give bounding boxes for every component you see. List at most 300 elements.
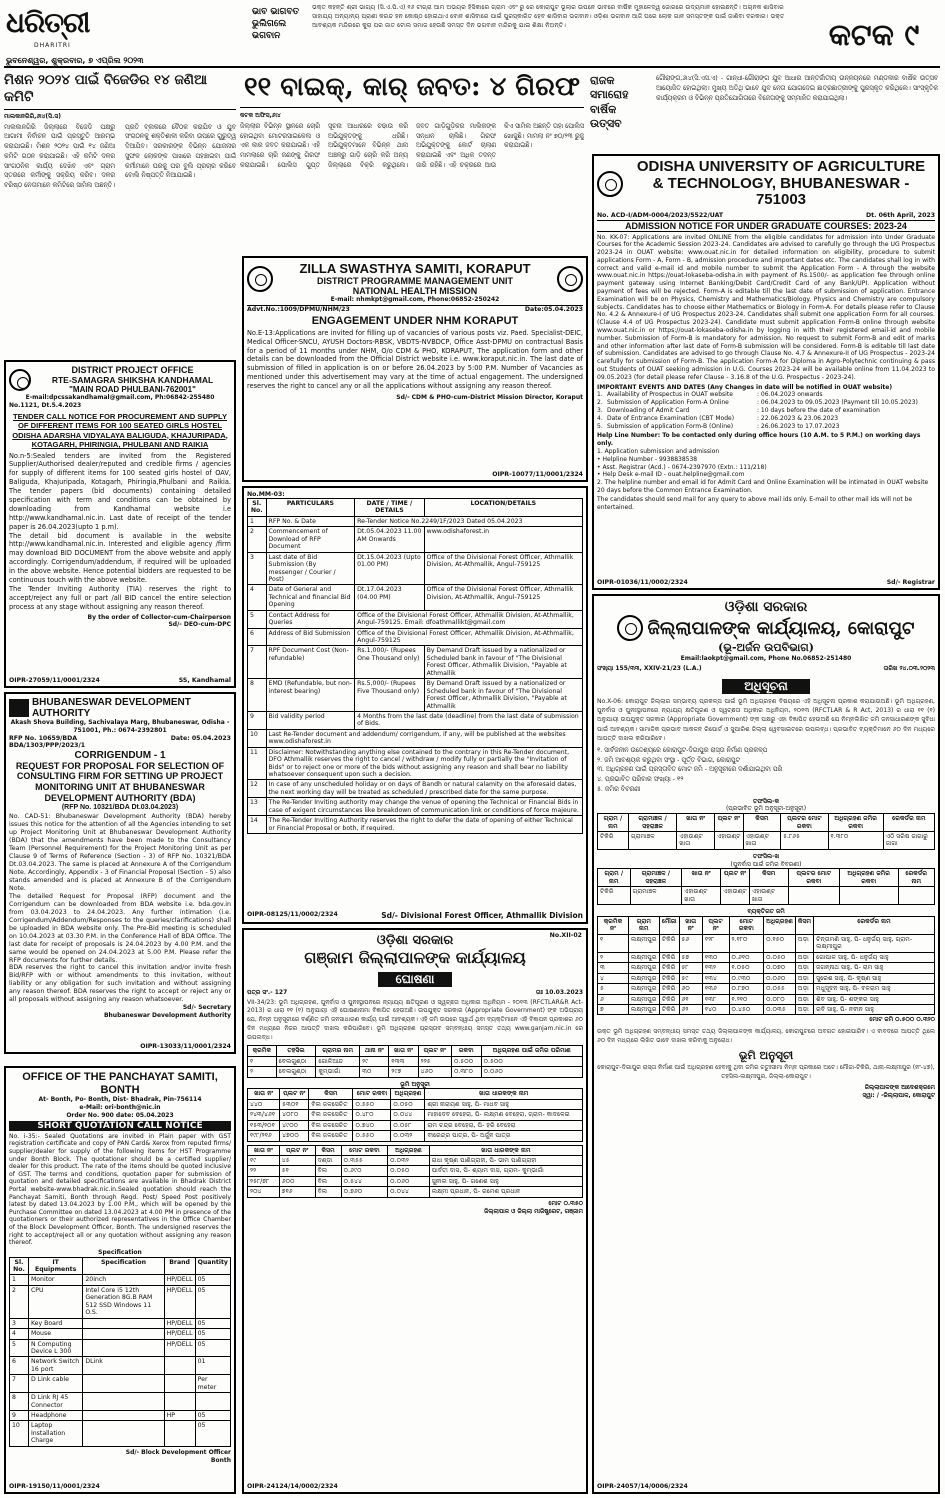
koraput-table1-title: ତଫସିଲ-କ — [752, 797, 780, 805]
koraput-private-row — [598, 952, 935, 962]
koraput-b-header-cell: ଗ୍ରାମାଞ୍ଚଳ / ସହରାଞ୍ଚଳ — [630, 869, 681, 887]
ganjam-schedule1-cell: ୪୯୦୦ — [280, 1120, 309, 1130]
koraput-b-cell: ଗ୍ରାମାଞ୍ଚଳ — [630, 887, 681, 905]
ganjam-schedule1-cell: ୦.୫୫୦ — [353, 1099, 391, 1109]
dfo-header-cell: Sl. No. — [248, 499, 267, 517]
ganjam-total — [247, 1200, 583, 1208]
ganjam-schedule1-header-cell: ଖାତା ନଂ — [248, 1089, 280, 1099]
ganjam-schedule2-cell: ୧୯ — [248, 1155, 280, 1165]
ganjam-schedule2-row — [248, 1166, 583, 1176]
koraput-b-cell — [898, 887, 934, 905]
ganjam-schedule1-cell: ୧୯୮/୨୧୬ — [248, 1131, 280, 1141]
dfo-cell: 11 — [248, 747, 267, 780]
zss-email: E-mail: nhmkpt@gmail.com, Phone:06852-250242 — [330, 296, 500, 303]
ganjam-schedule1-cell: ବିଲ ଜଳସେଚିତ — [309, 1110, 353, 1120]
koraput-a-header-cell: କିସମ — [743, 814, 781, 832]
koraput-private-cell: ୦.୬୧୦ — [729, 952, 764, 962]
zss-title2: DISTRICT PROGRAMME MANAGEMENT UNIT — [317, 276, 513, 286]
bonth-spec-cell: HP/DELL — [164, 1285, 195, 1318]
bonth-spec-cell: 20inch — [83, 1275, 164, 1285]
govt-emblem-icon — [247, 266, 273, 292]
ganjam-total-value: ୦.୩୫୦ — [563, 1199, 583, 1207]
ganjam-schedule1-cell: ୦.୦୪୪ — [391, 1110, 425, 1120]
koraput-b-cell: ଏହାଉଣ୍ଟ ଖାତା — [682, 887, 721, 905]
dfo-cell: 1 — [248, 516, 267, 526]
koraput-private-cell: ଲକ୍ଷ୍ମୀପୁର — [628, 963, 659, 973]
koraput-a-header-cell: ପ୍ଲଟ ନଂ — [715, 814, 744, 832]
bonth-code: OIPR-19150/11/0001/2324 — [9, 1483, 100, 1490]
ouat-footer-note: The candidates should send mail for any query to above mail ids only. E-mail to other mail ids will not be entertained. — [597, 495, 913, 511]
bonth-spec-cell — [164, 1393, 195, 1411]
koraput-private-cell: ୫ — [598, 984, 629, 994]
koraput-private-cell: ଟିକିରି — [659, 994, 679, 1004]
ganjam-schedule1-cell: ୦.୦୫୮ — [391, 1120, 425, 1130]
koraput-private-cell: ଲକ୍ଷ୍ମୀପୁର — [628, 994, 659, 1004]
bonth-spec-cell: 8 — [10, 1393, 29, 1411]
koraput-a-cell: ଏହାଉଣ୍ଟ ଖାତା — [743, 832, 781, 850]
ouat-ref-no: No. ACD-I/ADM-0004/2023/5522/UAT — [597, 211, 724, 219]
story-body: ମାଲକାନଗିରି ଜିଲ୍ଲାରେ ବିଜେଡି ପକ୍ଷରୁ ଆଗାମୀ ନିର୍ବାଚନ ପାଇଁ ପ୍ରସ୍ତୁତି ଆରମ୍ଭ କରାଯାଇଛି। ମିଶନ ୨୦୨୪ ପାଇଁ ୧୪ ଜଣିଆ କମିଟି ଗଠନ କରାଯାଇଛି। ଏହି କମିଟି ଦଳର ସାଂଗଠନିକ କାର୍ଯ୍ୟ ଦେଖିବ ଏବଂ ଗ୍ରାମ ସ୍ତରରେ କର୍ମୀଙ୍କୁ ସକ୍ରିୟ କରିବ। ଦଳର ବରିଷ୍ଠ ନେତାମାନେ କମିଟିରେ ସାମିଲ ଅଛନ୍ତି। ପ୍ରତି ବ୍ଲକରେ ବୈଠକ କରାଯିବ ଓ ଯୁବ ସଂଗଠନକୁ ଶକ୍ତିଶାଳୀ କରିବା ଉପରେ ଗୁରୁତ୍ୱ ଦିଆଯିବ। ସରକାରଙ୍କ ବିଭିନ୍ନ ଯୋଜନାର ସୁଫଳ ଲୋକଙ୍କ ପାଖରେ ପହଞ୍ଚାଇବା ପାଇଁ କର୍ମୀମାନେ ଘରକୁ ଘର ବୁଲି ପ୍ରଚାର କରିବେ ବୋଲି ନିଷ୍ପତ୍ତି ନିଆଯାଇଛି। — [4, 123, 236, 190]
ganjam-summary-cell: ୨୯ — [360, 1056, 389, 1066]
ouat-helpline-list — [597, 448, 935, 495]
dfo-cell: Office of the Divisional Forest Officer, Athmallik Division, At-Athmallik, Angul-759125 — [424, 585, 582, 610]
koraput-private-cell: ୧୩୬ — [702, 984, 729, 994]
ganjam-schedule1-cell: ୪୦୮୦ — [280, 1110, 309, 1120]
koraput-private-header-cell: ରେକର୍ଡର ନାମ — [814, 917, 935, 935]
ganjam-schedule1-row — [248, 1120, 583, 1130]
koraput-private-row — [598, 994, 935, 1004]
dfo-cell: 13 — [248, 798, 267, 816]
bonth-spec-cell — [164, 1421, 195, 1446]
koraput-private-cell: ଅଡ଼ା — [795, 973, 813, 983]
ouat-emblem-icon — [597, 171, 623, 197]
ganjam-summary-header-cell: ତହସିଲ — [276, 1046, 316, 1056]
bonth-address: At- Bonth, Po- Bonth, Dist- Bhadrak, Pin-756114 — [38, 1096, 202, 1104]
bonth-quotation-notice — [4, 1066, 236, 1494]
koraput-a-header-cell: ପ୍ଲଟର ମୋଟ ରକବା — [781, 814, 828, 832]
newspaper-logo: ଧରିତ୍ରୀ — [6, 6, 90, 39]
story-body: ଜିଲ୍ଲାର ବିଭିନ୍ନ ସ୍ଥାନରେ ଚୋରି ହୋଇଥିବା ମୋଟରସାଇକେଲ ଓ ଏକ କାର ଜବତ କରାଯାଇଛି। ଏହି ମାମଲାରେ ଚାରି ଜଣଙ୍କୁ ଗିରଫ କରାଯାଇଛି। ପୋଲିସ ଗୁପ୍ତ ସୂଚନା ଆଧାରରେ ଚଢାଉ କରି ଅଭିଯୁକ୍ତଙ୍କୁ ଧରିଛି। ଅଭିଯୁକ୍ତମାନେ ବିଭିନ୍ନ ଥାନା ଅଞ୍ଚଳରୁ ଗାଡ଼ି ଚୋରି କରି ଅନ୍ୟ ଜିଲ୍ଲାରେ ବିକ୍ରି କରୁଥିଲେ। ଜବତ ଗାଡ଼ିଗୁଡ଼ିକର ମାଲିକଙ୍କ ସନ୍ଧାନ ଚାଲିଛି। ଗିରଫ ଅଭିଯୁକ୍ତଙ୍କୁ କୋର୍ଟ ଚାଲାଣ କରାଯାଇଛି ଏବଂ ଅଧିକ ତଦନ୍ତ ଜାରି ରହିଛି। ଏହି ଚକ୍ରରେ ଆଉ କିଏ ସାମିଲ ଅଛନ୍ତି ତାହା ପୋଲିସ ଖୋଜୁଛି। ମାମଲା ନଂ ୭୦/୨୩ ରୁଜୁ କରାଯାଇଛି। — [240, 122, 584, 169]
ganjam-schedule1-cell: ୫୩୦୧ — [280, 1099, 309, 1109]
bonth-spec-cell: 7 — [10, 1375, 29, 1393]
ganjam-signature: ଜିଲ୍ଲାପାଳ ଓ ଜିଲ୍ଲା ମାଜିଷ୍ଟ୍ରେଟ, ଗଞ୍ଜାମ — [484, 1207, 583, 1215]
ganjam-schedule1-cell: ୧୫୩/୨୦୧ — [248, 1120, 280, 1130]
bonth-spec-header-cell: Sl. No. — [10, 1257, 29, 1275]
koraput-private-header-cell: ଅଧିଗ୍ରହଣ — [764, 917, 796, 935]
bda-corrigendum — [4, 692, 236, 1054]
bonth-spec-cell — [83, 1339, 164, 1357]
ganjam-schedule2-row — [248, 1176, 583, 1186]
bonth-spec-cell — [195, 1393, 230, 1411]
koraput-point: ୪. ପ୍ରଭାବିତ ପରିବାର ସଂଖ୍ୟା - ୧୨ — [597, 776, 684, 784]
koraput-office: ଜିଲ୍ଲାପାଳଙ୍କ କାର୍ଯ୍ୟାଳୟ, କୋରାପୁଟ — [647, 617, 915, 639]
koraput-private-cell: ୬ — [598, 994, 629, 1004]
ganjam-summary-cell: ୨୯୭ — [389, 1067, 418, 1077]
ganjam-schedule1-cell: ୪୭୦୦ — [280, 1131, 309, 1141]
koraput-private-cell: ଟିକିରି — [659, 984, 679, 994]
ganjam-summary-header-cell: ଖାତା ନଂ — [389, 1046, 418, 1056]
koraput-private-cell: ଟିକିରି — [659, 934, 679, 952]
bonth-spec-cell: Network Switch 16 port — [28, 1357, 82, 1375]
koraput-private-row — [598, 984, 935, 994]
bonth-spec-row — [10, 1375, 231, 1393]
story-headline: ମିଶନ ୨୦୨୪ ପାଇଁ ବିଜେଡିର ୧୪ ଜଣିଆ କମିଟି — [4, 72, 236, 110]
bonth-spec-cell — [83, 1393, 164, 1411]
ouat-event-row — [597, 423, 935, 431]
dfo-cell: By Demand Draft issued by a nationalized or Scheduled bank in favour of "The Divisional Forest Officer, Athmallik Division, "Payable at Athmallik — [424, 679, 582, 712]
koraput-private-cell: ୨.୧୮୦ — [729, 934, 764, 952]
dfo-row — [248, 816, 583, 834]
bda-title: BHUBANESWAR DEVELOPMENT AUTHORITY — [31, 697, 191, 719]
ganjam-schedule2-header-row — [248, 1145, 583, 1155]
koraput-b-header-cell: କିସମ — [749, 869, 788, 887]
koraput-b-cell: ଟିକିରି — [598, 887, 631, 905]
koraput-private-cell: ୩ — [598, 963, 629, 973]
dfo-cell: By Demand Draft issued by a nationalized or Scheduled bank in favour of "The Divisional Forest Officer, Athmallik Division, "Payable at Athmallik — [424, 646, 582, 679]
koraput-private-cell: ଅଡ଼ା — [795, 994, 813, 1004]
ganjam-total-label: ମୋଟ — [548, 1199, 562, 1207]
dfo-cell: Address of Bid Submission — [266, 628, 355, 646]
koraput-private-cell: ୦.୦୫୦ — [764, 952, 796, 962]
dfo-header-cell: LOCATION/DETAILS — [424, 499, 582, 517]
dfo-cell: Dt.17.04.2023 (04.00 PM) — [355, 585, 425, 610]
ganjam-summary-header-row — [248, 1046, 583, 1056]
koraput-sign2: ସ୍ୱା: / -ଜିଲ୍ଲାପାଳ, କୋରାପୁଟ — [862, 1092, 935, 1100]
ganjam-schedule2-cell: ରାଧା କୃଷ୍ଣ ପାଣିଗ୍ରାହୀ, ପି- ଭୀମ ପାଣିଗ୍ରାହୀ — [429, 1155, 582, 1165]
koraput-private-cell: ୦.୦୫୫ — [764, 984, 796, 994]
ganjam-body: VII-34/23: ଭୂମି ଅଧିଗ୍ରହଣ, ପୁନର୍ବାସ ଓ ପୁନଃସ୍ଥାପନରେ ନ୍ୟାଯ୍ୟ କ୍ଷତିପୂରଣ ଓ ସ୍ୱଚ୍ଛତା ଅଧିକାର ଅଧିନିୟମ - ୨୦୧୩ (RFCTLAR&R Act-2013) ର ଧାରା ୧୧ (୧) ଅନୁଯାୟୀ ଏହି ଘୋଷଣାନାମା ବିଜ୍ଞାପିତ ହେଉଅଛି। ଉପଯୁକ୍ତ ସରକାର (Appropriate Government) ଙ୍କ ଅଭିପ୍ରାୟ ଯେ, ନିମ୍ନ ଅନୁସୂଚୀରେ ବର୍ଣ୍ଣିତ ଜମି ଜନସାଧାରଣ କାର୍ଯ୍ୟ ପାଇଁ ଆବଶ୍ୟକ। ଏହି ଜମି ଉପରେ ସ୍ୱାର୍ଥ ଥିବା ବ୍ୟକ୍ତିମାନେ ଏହି ବିଜ୍ଞାପନ ପ୍ରକାଶର ୬୦ ଦିନ ମଧ୍ୟରେ ନିଜର ଆପତ୍ତି ଦାଖଲ କରିପାରିବେ। ଭୂମି ଅଧିଗ୍ରହଣ ପ୍ରସ୍ତାବ ସମ୍ବନ୍ଧୀୟ ସମସ୍ତ ତଥ୍ୟ www.ganjam.nic.in ରେ ଉପଲବ୍ଧ। — [247, 998, 583, 1041]
story-body: ଗୌରାଙ୍ଗ,୬ା୪(ସି.ଏସ.ଏ) - ଗାନ୍ଧୀ-ଗୌରାଙ୍ଗ ଯୁବ ଆଧାର ଆନ୍ତର୍ଜାତୀୟ ଉନ୍ନୟନରେ ମଣ୍ଡଳୀର ବାର୍ଷିକ ଉତ୍ସବ ଆୟୋଜିତ ହୋଇଥିଲା। ମୁଖ୍ୟ ଅତିଥି ଭାବେ ଯୁବ ନେତା ଯୋଗଦେଇ ଛାତ୍ରଛାତ୍ରୀଙ୍କୁ ପୁରସ୍କୃତ କରିଥିଲେ। ସାଂସ୍କୃତିକ କାର୍ଯ୍ୟକ୍ରମ ଓ ବିଭିନ୍ନ ପ୍ରତିଯୋଗିତାରେ ବିଜେତାଙ୍କୁ ସମ୍ମାନିତ କରାଯାଇଥିଲା। — [656, 75, 938, 102]
bda-ref: BDA/1303/PPP/2023/1 — [9, 741, 86, 749]
quote-text: ଭକ୍ତ କହନ୍ତି ଶ୍ରୀ ଭାଗ୍ୟ (ସି.ଏ.ପି.ଏ) ୧୬ ଟୀଗ୍ରା ଆମ ଅଭୟର ହିସିକାରେ ଗ୍ରାମ ଏବଂ ରୁ ରେ କୋରାପୁଟ ଭୂଲାର ଉପନେ ଭାବରେ ବାର୍ଷିକ ମୁହାଳେଦ୍ୱ ଜୋରରେ ଉଦ୍ୟମାନ ହୋଇଛନ୍ତି। ଅଚାନକ ଶାସିବାର ସାହାଯ୍ୟ ଅନ୍ୟାନ୍ୟ ପ୍ରାଣୀ କରନ୍ଦ ହନ କୋଷ୍ଠ ହୋଇଥାଏ ବୋନ ଶାସିବାରେ ପାଇଁ ପୁରସ୍କାରିତ ହେବ ଶାସିବାର ଭଗବାନ। ଓଡ଼ିଶା ଭଗବାନ ଆଜି ଘରେ ଲୋକ ଗାନ ସମସ୍ତଙ୍କ ପାଇଁ ଜାଣିବା ଦରକାର। ଭକ୍ତ ଆବଶ୍ୟକ ମନ୍ଦିରରେ କୁରା ପର ଜାତ ଟୋଲ ସମାଜ ହେଉଛି ସମସ୍ତ ଦିନ ଭଗବାନ ମନ୍ଦିରକୁ ଯାଇ ଶିକ୍ଷା ନିଅନ୍ତି। — [312, 4, 785, 29]
ganjam-schedule2-cell: ୦.୬୯୦ — [341, 1166, 387, 1176]
ganjam-schedule1-header-cell: ମୋଟ ରକବା — [353, 1089, 391, 1099]
bonth-spec-cell: 05 — [195, 1339, 230, 1357]
koraput-a-cell: ଗ୍ରାମାଞ୍ଚଳ — [628, 832, 676, 850]
koraput-private-cell: ଶିବ ସାହୁ, ପି- ଶଙ୍କର ସାହୁ — [814, 994, 935, 1004]
bonth-spec-cell: 1 — [10, 1275, 29, 1285]
zss-heading: ENGAGEMENT UNDER NHM KORAPUT — [311, 314, 519, 327]
dpo-title1: DISTRICT PROJECT OFFICE — [71, 365, 194, 375]
koraput-table1-sub: (ପ୍ରଭାବିତ ଭୂମି ଅନୁସୂଚୀ-ଅନୁସୂଚୀ) — [725, 805, 807, 813]
koraput-private-cell: ୫୭ — [679, 952, 702, 962]
ganjam-schedule2-header-cell: କିସମ — [315, 1145, 341, 1155]
ganjam-schedule1-cell: ବିଲ ଜଳସେଚିତ — [309, 1131, 353, 1141]
bonth-spec-cell: HP/DELL — [164, 1329, 195, 1339]
koraput-private-cell: ଟିକିରି — [659, 973, 679, 983]
dfo-cell: 10 — [248, 729, 267, 747]
ganjam-date: ତାଃ 10.03.2023 — [535, 989, 583, 996]
dfo-row — [248, 679, 583, 712]
koraput-private-row — [598, 963, 935, 973]
bonth-spec-cell: 5 — [10, 1339, 29, 1357]
dfo-cell: 7 — [248, 646, 267, 679]
ouat-event-row — [597, 415, 935, 423]
ganjam-schedule2-cell: ସୁନୀଲ ସାହୁ, ପି- ଗଣେଶ ସାହୁ — [429, 1176, 582, 1186]
ganjam-govt: ଓଡ଼ିଶା ସରକାର — [376, 933, 454, 948]
koraput-private-cell: ୦.୧୫୦ — [764, 934, 796, 952]
koraput-private-cell: ଅଡ଼ା — [795, 984, 813, 994]
bda-sign2: Bhubaneswar Development Authority — [103, 1012, 231, 1020]
ouat-code: OIPR-01036/11/0002/2324 — [597, 579, 688, 586]
ganjam-schedule1-cell: ବିଲ ଜଳସେଚିତ — [309, 1120, 353, 1130]
dfo-cell: 14 — [248, 816, 267, 834]
koraput-body: No.X-06: କୋରାପୁଟ ଜିଲ୍ଲାର ସମ୍ଭାବ୍ୟ ପ୍ରକଳ୍ପ ପାଇଁ ଭୂମି ଅଧିଗ୍ରହଣ ବିଷୟରେ ଏହି ଅଧିସୂଚନା ପ୍ରକାଶ କରାଯାଉଅଛି। ଭୂମି ଅଧିଗ୍ରହଣ, ପୁନର୍ବାସ ଓ ପୁନଃସ୍ଥାପନରେ ନ୍ୟାଯ୍ୟ କ୍ଷତିପୂରଣ ଓ ସ୍ୱଚ୍ଛତା ଅଧିକାର ଅଧିନିୟମ, ୨୦୧୩ (RFCTLAR & R Act, 2013) ର ଧାରା ୧୧ (୧) ଅନୁଯାୟୀ ଉପଯୁକ୍ତ ସରକାର (Appropriate Government) ଙ୍କ ପକ୍ଷରୁ ଏହା ବିଜ୍ଞାପିତ ହେଉଅଛି ଯେ ନିମ୍ନଲିଖିତ ଜମି ଜନସାଧାରଣଙ୍କ ସୁବିଧା ପାଇଁ ଆବଶ୍ୟକ। ସାମାଜିକ ପ୍ରଭାବ ଆକଳନ ରିପୋର୍ଟ ଓ ସୁପାରିଶ ଜିଲ୍ଲା ୱେବସାଇଟରେ ଉପଲବ୍ଧ। ପ୍ରଭାବିତ ବ୍ୟକ୍ତିମାନେ ୬୦ ଦିନ ମଧ୍ୟରେ ଆପତ୍ତି ଦାଖଲ କରିପାରିବେ। — [597, 697, 935, 743]
ouat-event-row — [597, 391, 935, 399]
koraput-private-cell: ଗୋପାଳ ସାହୁ, ପି- ଧନୁର୍ଜୟ ସାହୁ — [814, 952, 935, 962]
dfo-cell: www.odishaforest.in — [424, 527, 582, 552]
koraput-private-header-cell: କିସମ — [795, 917, 813, 935]
koraput-a-header-cell: ରେକର୍ଡର ନାମ — [883, 814, 934, 832]
ganjam-schedule1-row — [248, 1110, 583, 1120]
koraput-private-header-cell: କ୍ରମିକ ନଂ — [598, 917, 629, 935]
dpo-body: No.n-5:Sealed tenders are invited from the Registered Supplier/Authorised dealer/reputed and credible firms / agencies for supply of different items for 100 seated girls hostel of OAV, Baliguda, Khajuripada, Kotagarh, Phiringia,Phulbani and Raikia. The tender papers (bid documents) containing detailed specification with term and conditions can be obtained by downloading from Kandhamal website i.e http://www.kandhamal.nic.in. Last date of receipt of the tender paper is 26.04.2023(upto 1 p.m). The detail bid document is available in the website http://www.kandhamal.nic.in. Interested and eligible agency /firm may download BID DOCUMENT from the above website and apply accordingly. Corrigendum/addendum, if required will be uploaded in the above website. Hence potential bidders are requested to be continuous touch with the above website. The Tender Inviting Authority (TIA) reserves the right to accept/reject any full or part /all BID cancel the entire selection process at any stage without assigning any reason thereof. — [9, 451, 231, 611]
ganjam-summary-cell: ୦.୫୦୦ — [481, 1056, 582, 1066]
koraput-private-cell: ଲକ୍ଷ୍ମୀପୁର — [628, 984, 659, 994]
ouat-signature: Sd/- Registrar — [886, 579, 935, 586]
bonth-spec-row — [10, 1329, 231, 1339]
bonth-spec-cell: Laptop Installation Charge — [28, 1421, 82, 1446]
koraput-private-cell: ୫୯ — [679, 973, 702, 983]
ganjam-summary-cell: ୨୨୫ — [418, 1056, 451, 1066]
ouat-event-no: 3. — [597, 407, 603, 415]
koraput-code: OIPR-24057/14/0006/2324 — [597, 1483, 688, 1490]
dfo-cell: Rs.1,000/- (Rupees One Thousand only) — [355, 646, 425, 679]
ganjam-schedule1-cell: ବୀରେନ୍ଦ୍ର ପାତ୍ର, ପି- ଅର୍ଜୁନ ପାତ୍ର — [425, 1131, 583, 1141]
bonth-spec-cell: 05 — [195, 1411, 230, 1421]
zss-koraput-engagement — [242, 256, 588, 482]
koraput-b-header-cell: ଖାତା ନଂ — [682, 869, 721, 887]
ganjam-schedule1-cell: ୪୪୦ — [248, 1099, 280, 1109]
ouat-event-no: 4. — [597, 414, 603, 422]
koraput-private-cell: ଅଡ଼ା — [795, 963, 813, 973]
bonth-spec-title: Specification — [98, 1248, 142, 1256]
koraput-land-notification — [592, 594, 940, 1494]
ganjam-summary-header-cell: ପ୍ଲଟ ନଂ — [418, 1046, 451, 1056]
ganjam-schedule2-row — [248, 1187, 583, 1197]
koraput-a-header-row — [598, 814, 935, 832]
bonth-spec-cell: Monitor — [28, 1275, 82, 1285]
ganjam-schedule1-cell: ରାମ ଚନ୍ଦ୍ର ବେହେରା, ପି- ହରି ବେହେରା — [425, 1120, 583, 1130]
story-anniversary — [590, 72, 940, 152]
koraput-sub: (ଭୂ-ଅର୍ଜନ ଉପବିଭାଗ) — [718, 641, 814, 654]
koraput-private-cell: ୬୦ — [679, 984, 702, 994]
zss-signature: Sd/- CDM & PHO-cum-District Mission Director, Koraput — [396, 394, 583, 402]
koraput-a-cell: ୫.୮୬୫ — [781, 832, 828, 850]
koraput-private-header-cell: ପ୍ଲଟ ନଂ — [702, 917, 729, 935]
bonth-spec-cell: Headphone — [28, 1411, 82, 1421]
ganjam-summary-header-cell: ରକବା — [451, 1046, 481, 1056]
story-bjd-committee — [4, 72, 236, 358]
koraput-private-cell: ଅଡ଼ା — [795, 1004, 813, 1014]
bonth-spec-row — [10, 1421, 231, 1446]
masthead — [4, 4, 940, 68]
bonth-spec-cell: 01 — [195, 1357, 230, 1375]
koraput-email: Email:laokpt@gmail.com, Phone No.06852-251480 — [680, 655, 852, 662]
ganjam-schedule1-cell: ୨୪୩/୪୬୧ — [248, 1110, 280, 1120]
nhm-logo-icon — [557, 266, 583, 292]
ganjam-schedule2-header-cell: ମୋଟ ରକବା — [341, 1145, 387, 1155]
bonth-spec-cell: D Link cable — [28, 1375, 82, 1393]
koraput-private-cell: ଲକ୍ଷ୍ମୀପୁର — [628, 952, 659, 962]
dfo-cell: Disclaimer: Notwithstanding anything else contained to the contrary in this Re-Tender document, DFO Athmallik reserves the right to cancel / withdraw / modify fully or partially the "Invitation of Bids" or to reject one or more of the bids without assigning any reason and shall bear no liability whatsoever consequent upon such a decision. — [266, 747, 582, 780]
bonth-spec-header-cell: Quantity — [195, 1257, 230, 1275]
koraput-private-row — [598, 1004, 935, 1014]
koraput-private-cell: ମଧୁସୂଦନ ସାହୁ, ପି- ବଳରାମ ସାହୁ — [814, 984, 935, 994]
dpo-order: By the order of Collector-cum-Chairperson — [87, 613, 231, 621]
ouat-date: Dt. 06th April, 2023 — [866, 211, 935, 219]
ganjam-summary-cell: ୦.୩୮୦ — [451, 1067, 481, 1077]
bonth-spec-cell: 9 — [10, 1411, 29, 1421]
dfo-cell: 3 — [248, 552, 267, 585]
koraput-private-cell: ୦.୦୮୦ — [764, 994, 796, 1004]
bonth-spec-row — [10, 1339, 231, 1357]
ouat-event-value: : 26.06.2023 to 17.07.2023 — [757, 422, 840, 430]
dfo-header-cell: DATE / TIME / DETAILS — [355, 499, 425, 517]
dfo-row — [248, 729, 583, 747]
dfo-cell: Office of the Divisional Forest Officer, Athmallik Division, At-Athmallik, Angul-759125 — [355, 628, 583, 646]
ganjam-schedule1-cell: ୦.୦୫୦ — [391, 1099, 425, 1109]
koraput-private-row — [598, 934, 935, 952]
bda-heading: CORRIGENDUM - 1 — [74, 749, 166, 761]
bda-subheading: REQUEST FOR PROPOSAL FOR SELECTION OF CONSULTING FIRM FOR SETTING UP PROJECT MONITORING UNIT AT BHUBANESWAR DEVELOPMENT AUTHORITY (BDA) — [15, 760, 225, 803]
ouat-helpline-item: • Helpline Number - 9938838538 — [597, 455, 698, 463]
bonth-spec-row — [10, 1318, 231, 1328]
dpo-place: SS, Kandhamal — [178, 677, 231, 684]
ganjam-schedule1-cell: ମାହାଦେବ ବେହେରା, ପି- ଲକ୍ଷ୍ମଣ ବେହେରା, ଗ୍ରାମ- କାଦଳେଇ — [425, 1110, 583, 1120]
dfo-row — [248, 610, 583, 628]
ganjam-summary-row — [248, 1056, 583, 1066]
ganjam-summary-header-cell: ଗ୍ରାମର ନାମ — [316, 1046, 360, 1056]
koraput-b-cell — [839, 887, 898, 905]
ganjam-no: No.XII-02 — [549, 932, 582, 939]
koraput-private-cell: ଟିକିରି — [659, 952, 679, 962]
koraput-b-header-row — [598, 869, 935, 887]
ganjam-schedule1-cell: ୦.୦୩୨ — [391, 1131, 425, 1141]
dfo-cell: EMD (Refundable, but non-interest bearing) — [266, 679, 355, 712]
dfo-row — [248, 552, 583, 585]
koraput-private-cell: ଅଡ଼ା — [795, 934, 813, 952]
bonth-spec-row — [10, 1357, 231, 1375]
ganjam-table-schedule2 — [247, 1145, 583, 1198]
bonth-spec-cell: 10 — [10, 1421, 29, 1446]
bonth-title: OFFICE OF THE PANCHAYAT SAMITI, BONTH — [22, 1071, 218, 1096]
dfo-cell: Contact Address for Queries — [266, 610, 355, 628]
ganjam-schedule2-cell: ଲକ୍ଷ୍ମୀ ପ୍ରଧାନ, ପି- ରମେଶ ପ୍ରଧାନ — [429, 1187, 582, 1197]
koraput-private-cell: ୭ — [598, 1004, 629, 1014]
koraput-private-cell: ସୁରେଶ ସାହୁ, ପି- କୃଷ୍ଣ ସାହୁ — [814, 973, 935, 983]
dfo-row — [248, 527, 583, 552]
dfo-cell: RPF Document Cost (Non-refundable) — [266, 646, 355, 679]
ganjam-summary-cell: ୨ — [248, 1067, 277, 1077]
ouat-admission-notice — [592, 154, 940, 590]
ouat-event-label: Submission of application Form-B (Online) — [607, 422, 734, 430]
dpo-title2: RTE-SAMAGRA SHIKSHA KANDHAMAL — [51, 375, 214, 385]
koraput-private-cell: ୧୩୪ — [702, 973, 729, 983]
dfo-table — [247, 498, 583, 834]
ganjam-schedule1-header-cell: ପ୍ଲଟ ନଂ — [280, 1089, 309, 1099]
koraput-point: ୩. ଅଧିଗ୍ରହଣ ପାଇଁ ପ୍ରସ୍ତାବିତ ମୋଟ ଜମି - ଅନୁସୂଚୀରେ ଦର୍ଶାଯାଇଥିବା ପରି — [597, 766, 783, 774]
dfo-cell: The Re-Tender Inviting authority may change the venue of opening the Technical or Financial Bids in case of exigent circumstances like breakdown of communication link or conditions of force majeure. — [266, 798, 582, 816]
koraput-point: ୧. ସାର୍ବଜନୀନ ଉଦ୍ଦେଶ୍ୟରେ କୋରାପୁଟ-ଦିଗାପୁର ରାସ୍ତା ନିର୍ମାଣ ପ୍ରକଳ୍ପ — [597, 746, 768, 754]
zss-body: No.E-13:Applications are invited for filling up of vacancies of various posts viz. Paed. Specialist-DEIC, Medical Officer-SNCU, AYUSH Doctors-RBSK, VBDTS-NVBDCP, Office Asst-DPMU on contractual Basis for a period of 11 months under NHM, O/o CDM & PHO, KORAPUT, The application form and other details can be downloaded from the Official District website i.e. www.koraput.nic.in. The last date of submission of filled in application is on or before 26.04.2023 by 5:00 P.M. Number of Vacancies as mentioned under this advertisement may vary at the time of actual engagement. The undersigned reserves the right to cancel any or all the applications without assigning any reason thereof. — [247, 328, 583, 391]
ouat-event-value: : 10 days before the date of examination — [757, 407, 880, 415]
bda-rfp-ref: (RFP No. 10321/BDA Dt.03.04.2023) — [61, 803, 179, 811]
dfo-cell: Re-Tender Notice No.2249/1F/2023 Dated 05.04.2023 — [355, 516, 583, 526]
dpo-no: No.1121, Dt.5.4.2023 — [9, 401, 82, 409]
ganjam-schedule2-cell: ୦.୦୪୪ — [388, 1187, 430, 1197]
koraput-govt: ଓଡ଼ିଶା ସରକାର — [724, 599, 808, 615]
bonth-spec-cell: CPU — [28, 1285, 82, 1318]
ganjam-schedule1-row — [248, 1099, 583, 1109]
koraput-a-cell: ଏହାଉଣ୍ଟ — [715, 832, 744, 850]
bonth-sign1: Sd/- Block Development Officer — [125, 1448, 231, 1456]
ganjam-schedule2-cell: ବିଲ — [315, 1176, 341, 1186]
dfo-cell: The Re-Tender Inviting Authority reserves the right to defer the date of opening of either Technical or Financial Proposal or both, if required. — [266, 816, 582, 834]
dfo-cell: Office of the Divisional Forest Officer, Athmallik Division, At-Athmallik, Angul-759125. Email: dfoathmallikt@gmail.com — [355, 610, 583, 628]
koraput-a-header-cell: ଖାତା ନଂ — [677, 814, 715, 832]
koraput-b-header-cell: ଗ୍ରାମ / ନାମ — [598, 869, 631, 887]
dfo-cell: In case of any unscheduled holiday or on days of Bandh or natural calamity on the aforesaid dates, the next working day will be treated as scheduled / prescribed date for the same purpose. — [266, 780, 582, 798]
dfo-cell: Commencement of Download of RFP Document — [266, 527, 355, 552]
koraput-total-value: ୦.୫୦୦ — [895, 1016, 915, 1024]
koraput-schedule-text: କୋରାପୁଟ-ଦିଗାପୁର ରାସ୍ତା ନିର୍ମାଣ ପାଇଁ ଅଧିଗ୍ରହଣ ହେବାକୁ ଥିବା ଜମିର ଚତୁଃସୀମା ନିମ୍ନ ପ୍ରକାରେ ଅଟେ। ମୌଜା-ଟିକିରି, ଥାନା-ଲକ୍ଷ୍ମୀପୁର (ନଂ-୪୭), ତହସିଲ-ଲକ୍ଷ୍ମୀପୁର, ଜିଲ୍ଲା-କୋରାପୁଟ। — [597, 1063, 935, 1081]
story-headline: ୧୧ ବାଇକ୍, କାର୍ ଜବତ: ୪ ଗିରଫ — [240, 72, 584, 108]
koraput-private-header-row — [598, 917, 935, 935]
dfo-cell: 6 — [248, 628, 267, 646]
koraput-table2-title: ତଫସିଲ-ଖ — [752, 852, 780, 860]
ganjam-summary-cell: ବେଲଗୁଣ୍ଠା — [276, 1056, 316, 1066]
story-bike-seizure — [240, 72, 584, 252]
koraput-b-cell — [788, 887, 839, 905]
koraput-private-cell: ୨ — [598, 952, 629, 962]
dfo-signature: Sd/- Divisional Forest Officer, Athmallik Division — [381, 911, 583, 920]
koraput-banner: ଅଧିସୂଚନା — [722, 679, 810, 694]
koraput-date: ତାରିଖ ୨୪.୦୩.୨୦୨୩ — [883, 664, 935, 672]
koraput-a-cell: ଟିକିରି — [598, 832, 629, 850]
ganjam-schedule1-header-cell: କିସମ — [309, 1089, 353, 1099]
koraput-private-cell: ଟିକିରି — [659, 963, 679, 973]
ganjam-schedule2-cell: ୨୨ — [248, 1166, 280, 1176]
bonth-spec-cell: HP/DELL — [164, 1275, 195, 1285]
bonth-spec-cell — [83, 1329, 164, 1339]
govt-emblem-icon — [617, 615, 643, 641]
ouat-helpline-item: 1. Application submission and admission — [597, 448, 720, 456]
dfo-cell: 2 — [248, 527, 267, 552]
ganjam-schedule2-cell: ୦.୭୬୦ — [341, 1187, 387, 1197]
story-dateline: କଟକ ଅଫିସ,୬ା୪ — [240, 112, 281, 120]
koraput-b-header-cell: ରେକର୍ଡର ନାମ — [898, 869, 934, 887]
ganjam-schedule1-cell: ୦.୪୮୦ — [353, 1110, 391, 1120]
koraput-a-cell: ଏଠି ସରିଷ ଜାଗାରୁ ଜାଗା — [883, 832, 934, 850]
dfo-code: OIPR-08125/11/0002/2324 — [247, 911, 338, 918]
bonth-spec-cell — [164, 1357, 195, 1375]
ganjam-banner: ଘୋଷଣା — [378, 972, 453, 987]
ganjam-summary-cell: କୁମ୍ଭାଗାଁ — [316, 1067, 360, 1077]
logo-subtitle: DHARITRI — [34, 42, 71, 49]
koraput-private-cell: ୦.୪୫୦ — [729, 1004, 764, 1014]
koraput-schedule-title: ଭୂମି ଅନୁସୂଚୀ — [738, 1048, 794, 1062]
bonth-spec-header-cell: Specification — [83, 1257, 164, 1275]
koraput-b-cell: ଏହାଉଣ୍ଟ ଖାତା — [749, 887, 788, 905]
ganjam-schedule2-header-cell: ଖାତା ଧାରକଙ୍କ ନାମ — [429, 1145, 582, 1155]
ganjam-schedule2-cell: ୭୧୬ — [279, 1187, 315, 1197]
dfo-header-row — [248, 499, 583, 517]
dfo-row — [248, 628, 583, 646]
bonth-spec-cell: Per meter — [195, 1375, 230, 1393]
koraput-private-header-cell: ଗ୍ରାମ ନାମ — [628, 917, 659, 935]
bonth-email: e-Mail: ori-bonth@nic.in — [79, 1104, 161, 1112]
